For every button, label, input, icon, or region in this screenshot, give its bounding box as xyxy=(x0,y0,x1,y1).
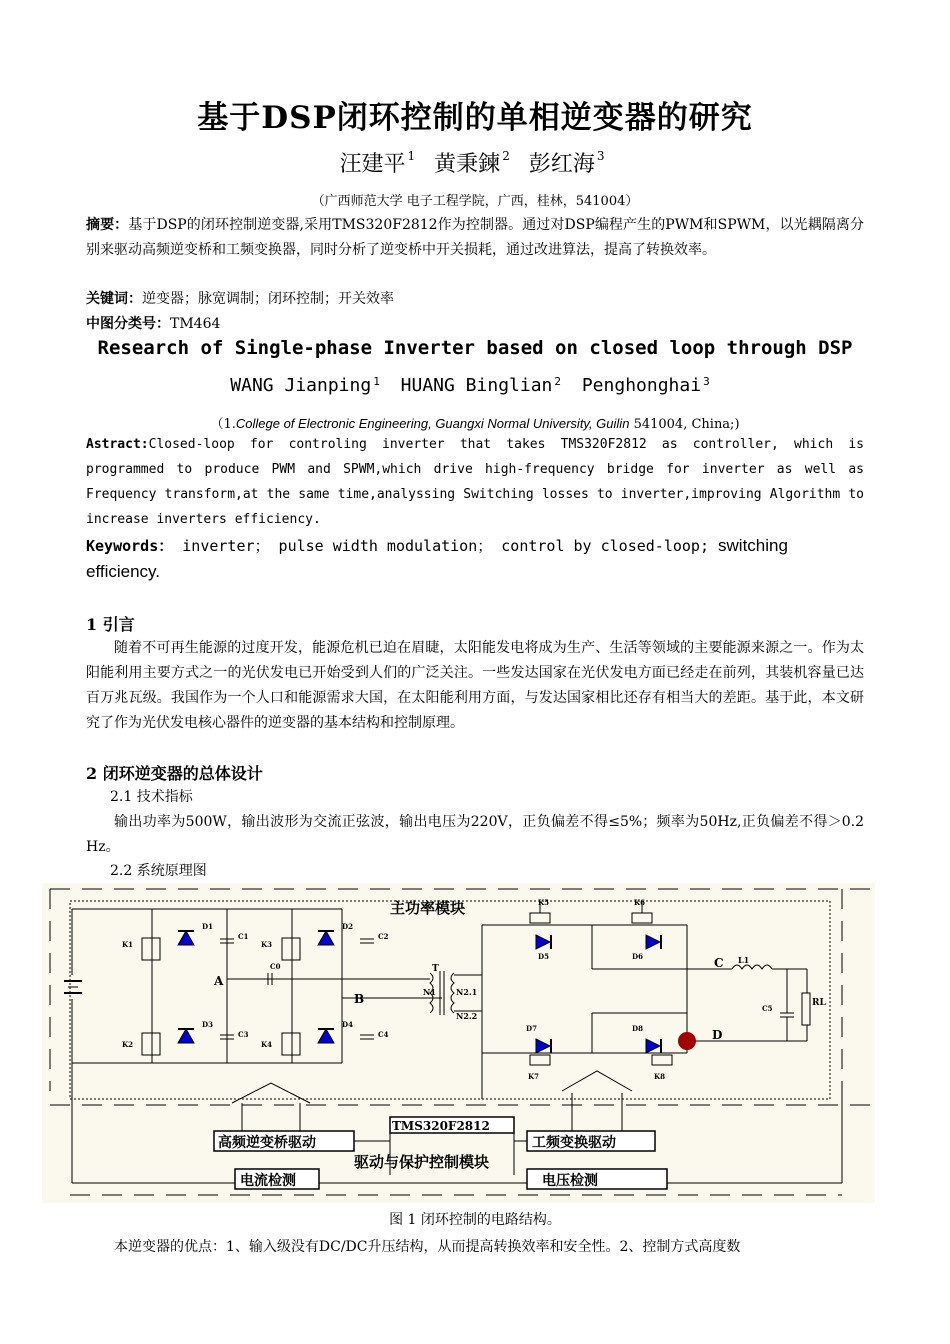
abstract xyxy=(86,213,864,263)
node-a-label: A xyxy=(214,974,224,988)
k4-label: K4 xyxy=(261,1040,272,1049)
diode-d5 xyxy=(536,935,550,949)
current-detect-label: 电流检测 xyxy=(240,1173,296,1189)
k1-label: K1 xyxy=(122,940,133,949)
node-d-label: D xyxy=(712,1028,723,1042)
section-2-heading: 2 闭环逆变器的总体设计 xyxy=(86,764,263,783)
body-last-line: 本逆变器的优点：1、输入级没有DC/DC升压结构，从而提高转换效率和安全性。2、控制方式高度数 xyxy=(114,1239,741,1255)
switch-k7 xyxy=(530,1055,550,1065)
en-author-name: WANG Jianping xyxy=(230,375,372,396)
author-name: 黄秉鍊 xyxy=(434,152,501,177)
en-abstract-text: Closed-loop for controling inverter that takes TMS320F2812 as controller, which is programmed to produce PWM and SPWM,which drive high-frequency bridge for inverter as well as Frequency transform,at the same time,analyssing Switching losses to inverter,improving Algorithm to increase inverters efficiency. xyxy=(86,437,864,527)
d7-label: D7 xyxy=(526,1024,537,1033)
switch-k6 xyxy=(632,913,652,923)
author-sup: 3 xyxy=(596,149,605,163)
diode-d7 xyxy=(536,1039,550,1053)
en-keywords-label: Keywords： xyxy=(86,537,174,555)
main-module-label: 主功率模块 xyxy=(390,899,466,917)
d4-label: D4 xyxy=(342,1020,353,1029)
c0-label: C0 xyxy=(270,962,281,971)
switch-k1 xyxy=(142,938,160,960)
arrow-up-right xyxy=(562,1071,632,1091)
keywords-label: 关键词： xyxy=(86,291,142,307)
k2-label: K2 xyxy=(122,1040,133,1049)
k8-label: K8 xyxy=(654,1072,665,1081)
circuit-figure xyxy=(42,883,875,1203)
hf-drive-label: 高频逆变桥驱动 xyxy=(218,1135,316,1151)
keywords xyxy=(86,287,864,312)
d8-label: D8 xyxy=(632,1024,643,1033)
arrow-up-left xyxy=(232,1083,310,1103)
switch-k5 xyxy=(530,913,550,923)
en-abstract-label: Astract: xyxy=(86,437,149,452)
d1-label: D1 xyxy=(202,922,213,931)
l1-label: L1 xyxy=(738,955,750,965)
author-sup: 2 xyxy=(502,149,510,163)
d2-label: D2 xyxy=(342,922,353,931)
author-list xyxy=(0,147,950,178)
transformer-label: T xyxy=(432,964,439,974)
rl-label: RL xyxy=(812,998,826,1008)
diode-d8 xyxy=(646,1039,660,1053)
abstract-text: 基于DSP的闭环控制逆变器,采用TMS320F2812作为控制器。通过对DSP编程产生的PWM和SPWM，以光耦隔离分别来驱动高频逆变桥和工频变换器，同时分析了逆变桥中开关损耗，通过改进算法，提高了转换效率。 xyxy=(86,217,864,258)
d5-label: D5 xyxy=(538,952,549,961)
diode-d1 xyxy=(178,931,194,945)
switch-k3 xyxy=(282,938,300,960)
dsp-label: TMS320F2812 xyxy=(392,1119,490,1133)
english-affiliation xyxy=(0,413,950,432)
d6-label: D6 xyxy=(632,952,643,961)
english-keywords xyxy=(86,533,864,585)
k5-label: K5 xyxy=(538,898,549,907)
diode-d3 xyxy=(178,1029,194,1043)
keywords-text: 逆变器；脉宽调制；闭环控制；开关效率 xyxy=(142,291,394,307)
c2-label: C2 xyxy=(378,932,389,941)
english-title: Research of Single-phase Inverter based on closed loop through DSP xyxy=(97,337,853,359)
subsection-2-1-text: 输出功率为500W，输出波形为交流正弦波，输出电压为220V，正负偏差不得≤5%；频率为50Hz,正负偏差不得＞0.2 Hz。 xyxy=(86,814,864,855)
k3-label: K3 xyxy=(261,940,272,949)
lf-drive-label: 工频变换驱动 xyxy=(532,1135,616,1151)
c3-label: C3 xyxy=(238,1030,249,1039)
inductor-l1 xyxy=(732,965,772,969)
node-d-dot xyxy=(678,1032,696,1050)
load-resistor xyxy=(802,993,810,1025)
n1-label: N1 xyxy=(423,987,436,997)
affiliation: （广西师范大学 电子工程学院，广西，桂林，541004） xyxy=(311,194,639,209)
en-author-sup: 2 xyxy=(554,375,561,388)
en-author-name: Penghonghai xyxy=(581,375,702,396)
node-c-label: C xyxy=(714,956,724,970)
control-module-label: 驱动与保护控制模块 xyxy=(354,1153,490,1171)
c1-label: C1 xyxy=(238,932,249,941)
en-affil-italic: College of Electronic Engineering, Guangxi Normal University, Guilin xyxy=(235,416,630,431)
classification-label: 中图分类号： xyxy=(86,316,170,332)
author-name: 彭红海 xyxy=(528,152,595,177)
en-keywords-tail: switching efficiency. xyxy=(86,536,788,581)
en-author-sup: 3 xyxy=(703,375,710,388)
classification-text: TM464 xyxy=(170,316,221,332)
english-abstract xyxy=(86,432,864,532)
diode-d4 xyxy=(318,1029,334,1043)
en-author-sup: 1 xyxy=(373,375,380,388)
subsection-2-1-heading: 2.1 技术指标 xyxy=(110,789,193,805)
k7-label: K7 xyxy=(528,1072,539,1081)
abstract-label: 摘要： xyxy=(86,217,129,233)
en-keywords-text: inverter； pulse width modulation； control by closed-loop; xyxy=(182,537,709,555)
english-author-list xyxy=(0,375,950,396)
author-name: 汪建平 xyxy=(339,152,406,177)
diode-d2 xyxy=(318,931,334,945)
diode-d6 xyxy=(646,935,660,949)
circuit-diagram xyxy=(42,883,875,1203)
section-1-heading: 1 引言 xyxy=(86,615,135,634)
switch-k8 xyxy=(652,1055,672,1065)
k6-label: K6 xyxy=(634,898,645,907)
subsection-2-2-heading: 2.2 系统原理图 xyxy=(110,863,207,879)
en-affil-prefix: （1. xyxy=(210,417,236,432)
figure-caption: 图 1 闭环控制的电路结构。 xyxy=(389,1212,561,1228)
en-affil-suffix: 541004, China;) xyxy=(629,417,740,432)
n21-label: N2.1 xyxy=(456,987,478,997)
voltage-detect-label: 电压检测 xyxy=(542,1173,598,1189)
d3-label: D3 xyxy=(202,1020,213,1029)
node-b-label: B xyxy=(354,992,365,1006)
paper-title: 基于DSP闭环控制的单相逆变器的研究 xyxy=(197,100,753,136)
c5-label: C5 xyxy=(762,1004,773,1013)
author-sup: 1 xyxy=(407,149,416,163)
n22-label: N2.2 xyxy=(456,1011,478,1021)
transformer-secondary xyxy=(451,973,454,1013)
classification xyxy=(86,312,864,337)
switch-k2 xyxy=(142,1033,160,1055)
en-author-name: HUANG Binglian xyxy=(400,375,553,396)
c4-label: C4 xyxy=(378,1030,389,1039)
switch-k4 xyxy=(282,1033,300,1055)
section-1-text: 随着不可再生能源的过度开发，能源危机已迫在眉睫，太阳能发电将成为生产、生活等领域的主要能源来源之一。作为太阳能利用主要方式之一的光伏发电已开始受到人们的广泛关注。一些发达国家在光伏发电方面已经走在前列，其装机容量已达百万兆瓦级。我国作为一个人口和能源需求大国，在太阳能利用方面，与发达国家相比还存有相当大的差距。基于此，本文研究了作为光伏发电核心器件的逆变器的基本结构和控制原理。 xyxy=(86,640,864,731)
